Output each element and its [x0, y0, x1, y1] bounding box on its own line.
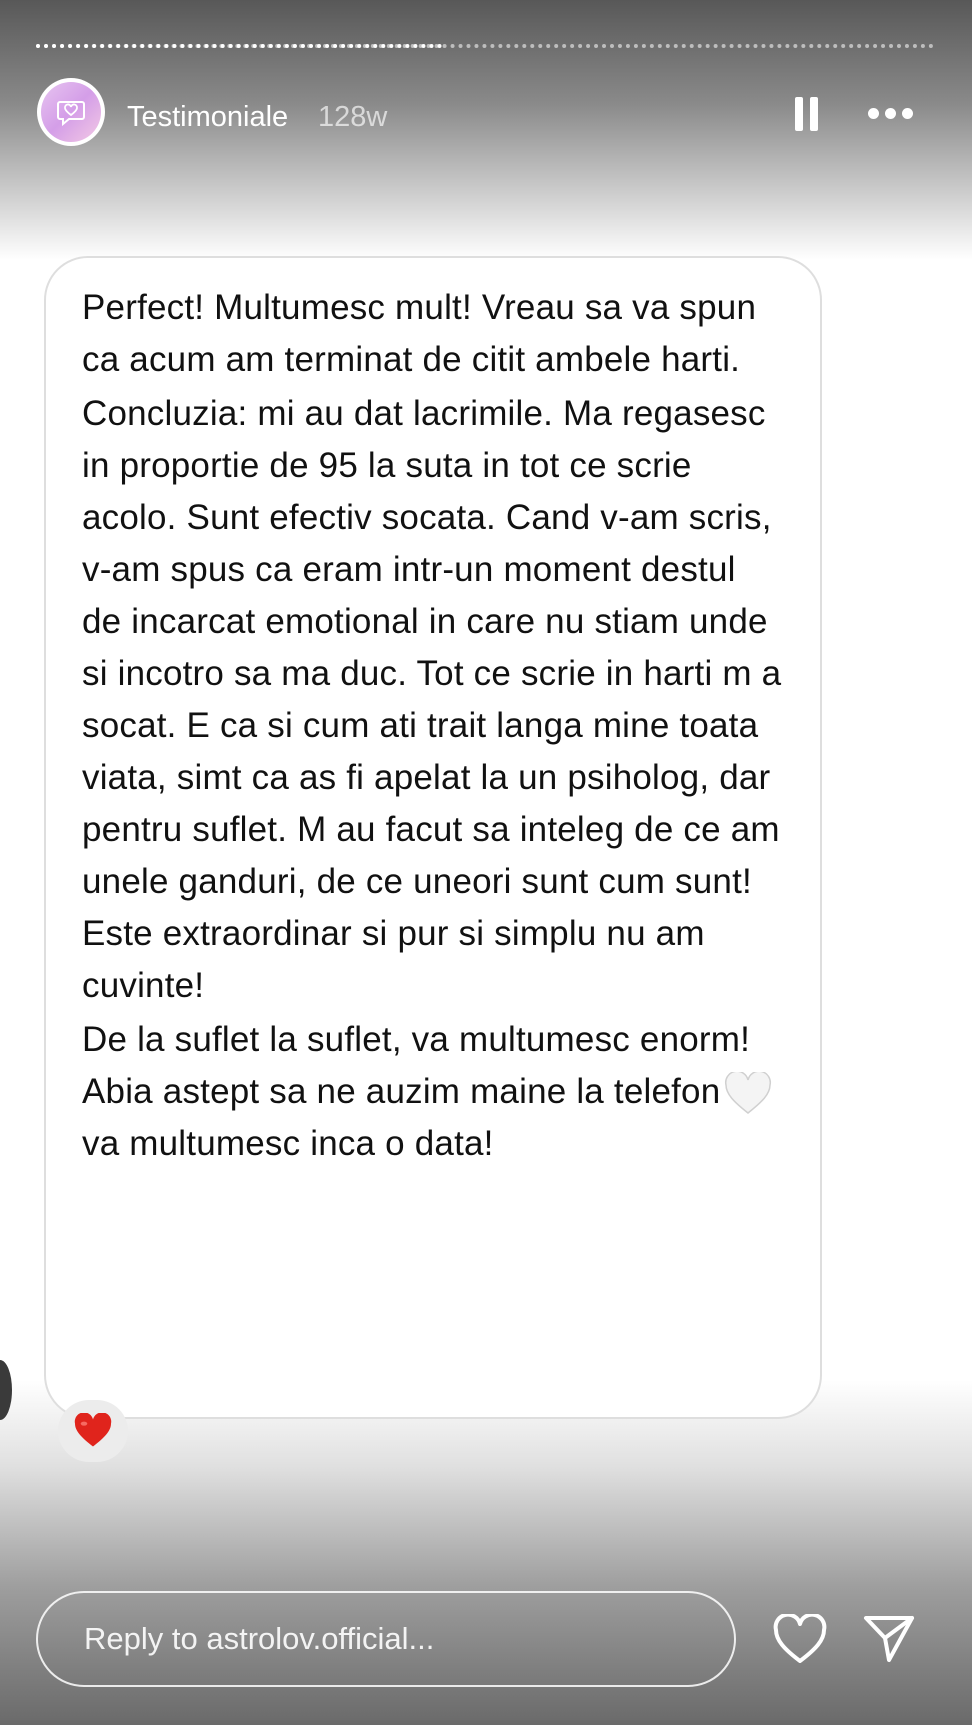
reaction-badge[interactable]: [58, 1400, 128, 1462]
message-paragraph-text: De la suflet la suflet, va multumesc enorm! Abia astept sa ne auzim maine la telefon: [82, 1020, 751, 1111]
reply-input[interactable]: Reply to astrolov.official...: [36, 1591, 736, 1687]
pause-icon-bar: [810, 97, 818, 131]
heart-outline-icon: [772, 1614, 828, 1666]
chat-heart-icon: [55, 96, 87, 128]
send-icon: [862, 1612, 916, 1666]
account-name[interactable]: Testimoniale: [127, 101, 289, 133]
white-heart-icon: [724, 1072, 772, 1116]
more-options-button[interactable]: [862, 100, 918, 126]
message-paragraph: Perfect! Multumesc mult! Vreau sa va spun ca acum am terminat de citit ambele harti.: [82, 288, 757, 379]
pause-button[interactable]: [790, 94, 822, 134]
more-horizontal-icon: [868, 108, 879, 119]
red-heart-icon: [73, 1413, 113, 1449]
pause-icon: [795, 97, 803, 131]
share-button[interactable]: [862, 1612, 916, 1666]
like-button[interactable]: [772, 1614, 828, 1666]
story-timestamp: 128w: [318, 101, 388, 133]
avatar-image: [41, 82, 101, 142]
story-progress-fill: [36, 44, 442, 54]
message-paragraph: [82, 1014, 782, 1170]
more-dot: [885, 108, 896, 119]
message-paragraph-tail: va multumesc inca o data!: [82, 1124, 494, 1163]
message-paragraph: Concluzia: mi au dat lacrimile. Ma regasesc in proportie de 95 la suta in tot ce scrie acolo. Sunt efectiv socata. Cand v-am scris, v-am spus ca eram intr-un moment destul de incarcat emotional in care nu stiam unde si incotro sa ma duc. Tot ce scrie in harti m a socat. E ca si cum ati trait langa mine toata viata, simt ca as fi apelat la un psiholog, dar pentru suflet. M au facut sa inteleg de ce am unele ganduri, de ce uneori sunt cum sunt! Este extraordinar si pur si simplu nu am cuvinte!: [82, 394, 782, 1005]
more-dot: [902, 108, 913, 119]
message-text: [82, 282, 782, 1172]
avatar[interactable]: [37, 78, 105, 146]
